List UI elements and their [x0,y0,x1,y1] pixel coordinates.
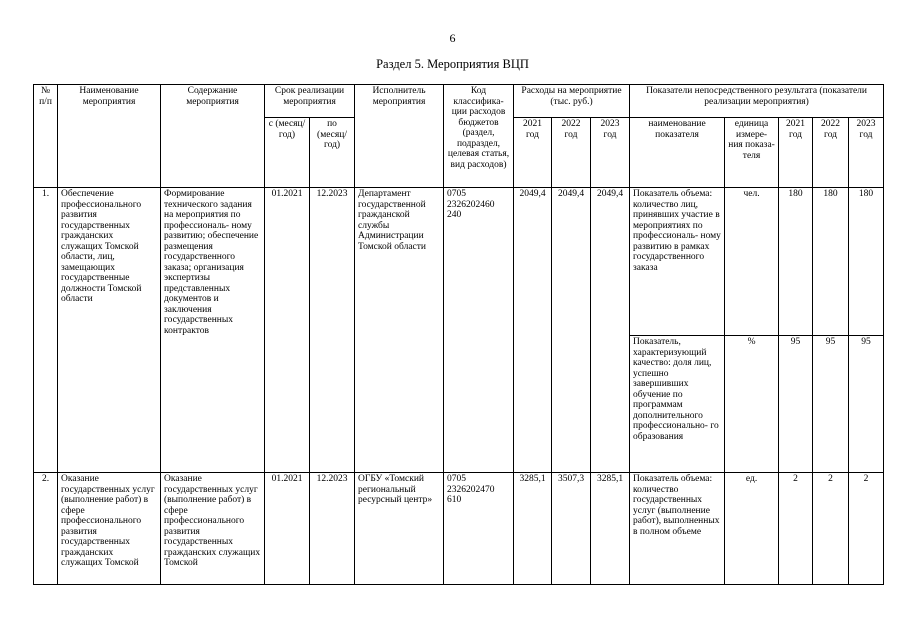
indicator-unit: чел. [725,188,779,336]
header-ind-2023: 2023 год [849,118,884,188]
header-term: Срок реализации мероприятия [265,85,355,118]
header-ind-name: наименование показателя [630,118,725,188]
row-num: 1. [34,188,58,473]
indicator-2021: 180 [779,188,813,336]
row-executor: ОГБУ «Томский региональный ресурсный центр» [355,473,444,585]
header-content: Содержание мероприятия [161,85,265,188]
indicator-2023: 180 [849,188,884,336]
row-exp-2022: 2049,4 [552,188,591,473]
page-number: 6 [449,31,456,45]
header-executor: Исполнитель мероприятия [355,85,444,188]
row-exp-2023: 2049,4 [591,188,630,473]
indicator-unit: ед. [725,473,779,585]
row-exp-2022: 3507,3 [552,473,591,585]
indicator-2021: 95 [779,336,813,473]
header-term-to: по (месяц/ год) [310,118,355,188]
table-row [34,188,884,336]
indicator-name: Показатель объема: количество лиц, принявших участие в мероприятиях по профессиональ- ному развитию в рамках государственного заказа [630,188,725,336]
row-from: 01.2021 [265,188,310,473]
header-ind-unit: единица измере- ния показа- теля [725,118,779,188]
row-name: Обеспечение профессионального развития государственных гражданских служащих Томской области, лиц, замещающих государственные должности Томской области [58,188,161,473]
header-name: Наименование мероприятия [58,85,161,188]
row-exp-2021: 3285,1 [514,473,552,585]
indicator-unit: % [725,336,779,473]
row-content: Оказание государственных услуг (выполнение работ) в сфере профессионального развития государственных гражданских служащих Томской [161,473,265,585]
header-ind-2022: 2022 год [813,118,849,188]
indicator-2023: 2 [849,473,884,585]
row-name: Оказание государственных услуг (выполнение работ) в сфере профессионального развития государственных гражданских служащих Томской [58,473,161,585]
row-code: 0705 2326202470 610 [444,473,514,585]
header-exp-2022: 2022 год [552,118,591,188]
indicator-2022: 95 [813,336,849,473]
row-exp-2021: 2049,4 [514,188,552,473]
indicator-name: Показатель, характеризующий качество: доля лиц, успешно завершивших обучение по программам дополнительного профессионально- го образования [630,336,725,473]
table-row [34,473,884,585]
row-executor: Департамент государственной гражданской службы Администрации Томской области [355,188,444,473]
measures-table [33,84,884,585]
row-to: 12.2023 [310,473,355,585]
row-from: 01.2021 [265,473,310,585]
indicator-name: Показатель объема: количество государственных услуг (выполнение работ), выполненных в полном объеме [630,473,725,585]
header-ind-2021: 2021 год [779,118,813,188]
row-num: 2. [34,473,58,585]
indicator-2023: 95 [849,336,884,473]
header-indicators: Показатели непосредственного результата (показатели реализации мероприятия) [630,85,884,118]
row-to: 12.2023 [310,188,355,473]
header-num: № п/п [34,85,58,188]
row-exp-2023: 3285,1 [591,473,630,585]
section-title: Раздел 5. Мероприятия ВЦП [376,57,529,71]
indicator-2022: 180 [813,188,849,336]
header-expenses: Расходы на мероприятие (тыс. руб.) [514,85,630,118]
row-content: Формирование технического задания на мероприятия по профессиональ- ному развитию; обеспечение размещения государственного заказа; организация экспертизы представленных документов и заключения государственных контрактов [161,188,265,473]
header-exp-2021: 2021 год [514,118,552,188]
row-code: 0705 2326202460 240 [444,188,514,473]
header-exp-2023: 2023 год [591,118,630,188]
header-term-from: с (месяц/ год) [265,118,310,188]
header-code: Код классифика- ции расходов бюджетов (раздел, подраздел, целевая статья, вид расходов) [444,85,514,188]
indicator-2021: 2 [779,473,813,585]
indicator-2022: 2 [813,473,849,585]
